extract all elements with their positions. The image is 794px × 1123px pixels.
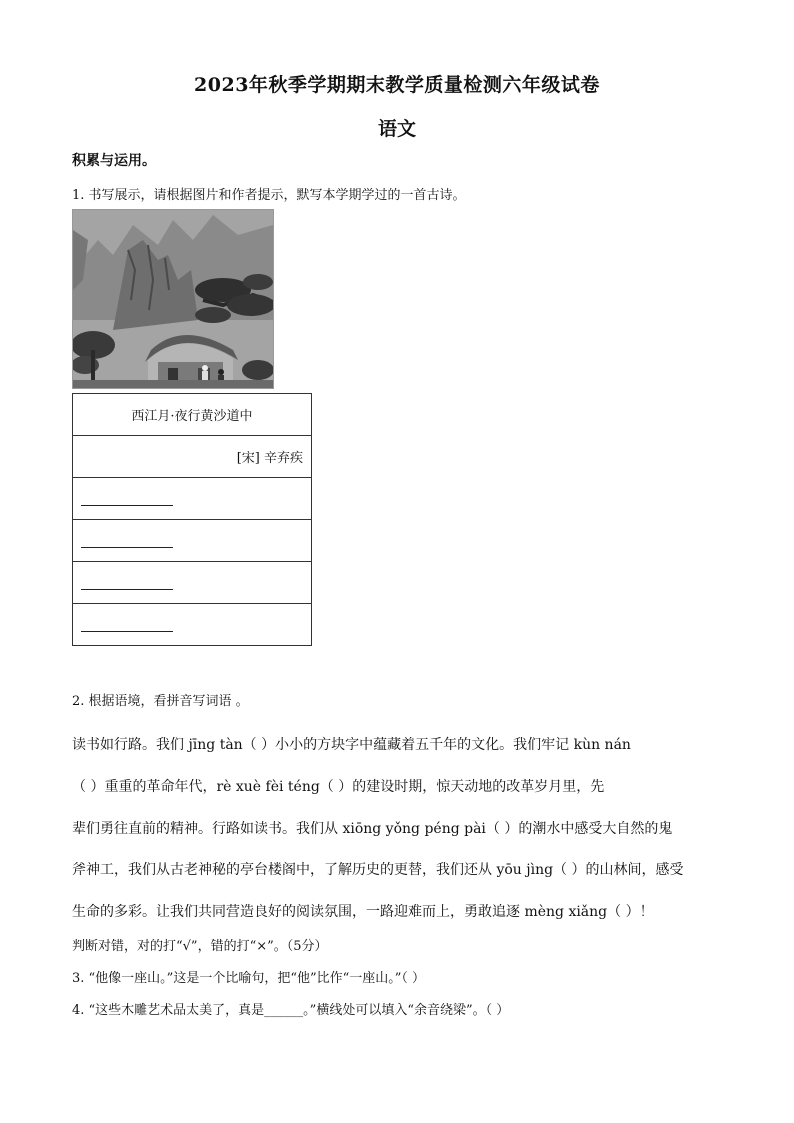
poem-answer-row — [73, 478, 312, 520]
subject-title: 语文 — [377, 118, 416, 140]
passage-line: 读书如行路。我们 jīng tàn（ ）小小的方块字中蕴藏着五千年的文化。我们牢记 kùn nán — [72, 737, 631, 753]
poem-answer-row — [73, 604, 312, 646]
answer-blank-line[interactable] — [81, 533, 173, 548]
passage-line: （ ）重重的革命年代，rè xuè fèi téng（ ）的建设时期，惊天动地的改革岁月里，先 — [72, 779, 605, 795]
passage-line: 斧神工，我们从古老神秘的亭台楼阁中，了解历史的更替，我们还从 yōu jìng（ ）的山林间，感受 — [72, 862, 684, 878]
question-2-prompt: 2. 根据语境，看拼音写词语 。 — [72, 694, 249, 709]
answer-blank-line[interactable] — [81, 617, 173, 632]
exam-title: 2023年秋季学期期末教学质量检测六年级试卷 — [194, 74, 600, 96]
answer-blank-line[interactable] — [81, 491, 173, 506]
question-3: 3. “他像一座山。”这是一个比喻句，把“他”比作“一座山。”（ ） — [72, 971, 426, 986]
landscape-painting-image — [72, 209, 274, 389]
poem-title-row — [73, 394, 312, 436]
question-1-prompt: 1. 书写展示，请根据图片和作者提示，默写本学期学过的一首古诗。 — [72, 188, 466, 203]
judge-instruction: 判断对错，对的打“√”，错的打“×”。（5分） — [72, 939, 328, 954]
answer-blank-line[interactable] — [81, 575, 173, 590]
poem-title: 西江月·夜行黄沙道中 — [73, 394, 312, 436]
ink-landscape-illustration — [73, 210, 273, 388]
passage-line: 生命的多彩。让我们共同营造良好的阅读氛围，一路迎难而上，勇敢追逐 mèng xiǎng（ ）！ — [72, 904, 654, 920]
section-heading: 积累与运用。 — [72, 153, 156, 169]
question-4: 4. “这些木雕艺术品太美了，真是______。”横线处可以填入“余音绕梁”。（ ） — [72, 1003, 510, 1018]
poem-answer-row — [73, 520, 312, 562]
poem-answer-row — [73, 562, 312, 604]
poem-author: [宋] 辛弃疾 — [73, 436, 312, 478]
poem-table — [72, 393, 312, 646]
passage-line: 辈们勇往直前的精神。行路如读书。我们从 xiōng yǒng péng pài（ ）的潮水中感受大自然的鬼 — [72, 821, 673, 837]
poem-author-row — [73, 436, 312, 478]
